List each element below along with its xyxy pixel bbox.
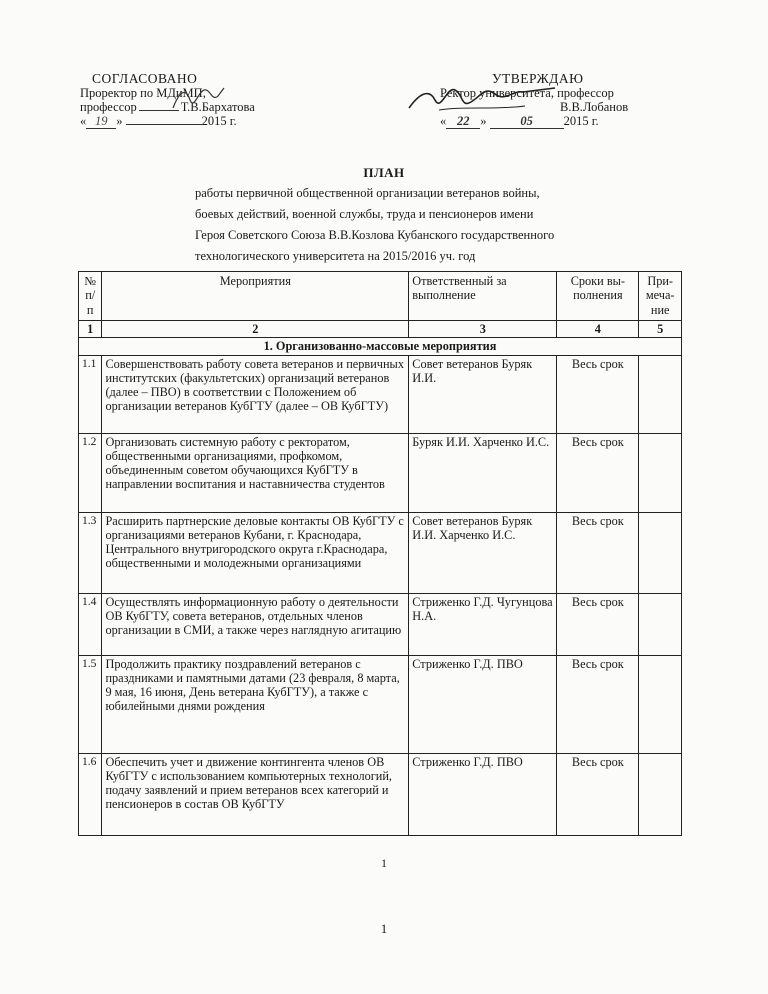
row-number: 1.2	[79, 433, 102, 512]
approval-left-day: 19	[86, 114, 116, 129]
row-number: 1.1	[79, 355, 102, 433]
approval-left-heading: СОГЛАСОВАНО	[92, 71, 198, 86]
plan-title: ПЛАН	[363, 165, 405, 180]
row-term: Весь срок	[557, 355, 639, 433]
table-row	[79, 655, 682, 753]
row-responsible: Стриженко Г.Д. Чугунцова Н.А.	[409, 593, 557, 655]
col-number: 1	[79, 321, 102, 338]
signature-left-graphic	[168, 84, 228, 114]
row-activity: Организовать системную работу с ректоратом, общественными организациями, профкомом, объединенным советом обучающихся КубГТУ в направлении воспитания и наставничества студентов	[102, 433, 409, 512]
row-note	[639, 753, 682, 835]
table-row	[79, 512, 682, 593]
row-responsible: Буряк И.И. Харченко И.С.	[409, 433, 557, 512]
approval-right-heading: УТВЕРЖДАЮ	[492, 71, 584, 86]
row-activity: Обеспечить учет и движение контингента членов ОВ КубГТУ с использованием компьютерных технологий, подачу заявлений и прием ветеранов всех категорий и пенсионеров в состав ОВ КубГТУ	[102, 753, 409, 835]
table-row	[79, 433, 682, 512]
plan-desc-line: технологического университета на 2015/2016 уч. год	[195, 249, 476, 263]
row-note	[639, 433, 682, 512]
row-responsible: Стриженко Г.Д. ПВО	[409, 655, 557, 753]
row-note	[639, 355, 682, 433]
plan-description	[195, 183, 615, 267]
plan-desc-line: работы первичной общественной организации ветеранов войны,	[195, 186, 540, 200]
approval-right-month: 05	[490, 114, 564, 129]
row-responsible: Совет ветеранов Буряк И.И.	[409, 355, 557, 433]
row-term: Весь срок	[557, 512, 639, 593]
row-activity: Совершенствовать работу совета ветеранов и первичных институтских (факультетских) организаций ветеранов (далее – ПВО) в соответствии с Положением об организации ветеранов КубГТУ (далее – ОВ КубГТУ)	[102, 355, 409, 433]
section-title: 1. Организованно-массовые мероприятия	[79, 338, 682, 355]
header-note: При-меча-ние	[639, 272, 682, 321]
row-number: 1.6	[79, 753, 102, 835]
row-term: Весь срок	[557, 433, 639, 512]
row-activity: Осуществлять информационную работу о деятельности ОВ КубГТУ, совета ветеранов, отдельных членов организации в СМИ, а также через наглядную агитацию	[102, 593, 409, 655]
section-row	[79, 338, 682, 355]
row-number: 1.5	[79, 655, 102, 753]
row-activity: Расширить партнерские деловые контакты ОВ КубГТУ с организациями ветеранов Кубани, г. Краснодара, Центрального внутригородского округа г.Краснодара, общественными и молодежными организациями	[102, 512, 409, 593]
header-activity: Мероприятия	[102, 272, 409, 321]
row-activity: Продолжить практику поздравлений ветеранов с праздниками и памятными датами (23 февраля, 8 марта, 9 мая, 16 июня, День ветерана КубГТУ), а также с юбилейными днями рождения	[102, 655, 409, 753]
plan-table	[78, 271, 682, 836]
approval-right-day: 22	[446, 114, 480, 129]
row-responsible: Стриженко Г.Д. ПВО	[409, 753, 557, 835]
table-row	[79, 753, 682, 835]
approval-right-year: 2015 г.	[563, 114, 599, 128]
plan-desc-line: Героя Советского Союза В.В.Козлова Кубанского государственного	[195, 228, 555, 242]
table-row	[79, 593, 682, 655]
approval-left-line1: Проректор по МДиМП,	[80, 86, 206, 100]
approval-left-line3: « 19 » 2015 г.	[80, 114, 237, 128]
row-number: 1.4	[79, 593, 102, 655]
table-row	[79, 355, 682, 433]
row-responsible: Совет ветеранов Буряк И.И. Харченко И.С.	[409, 512, 557, 593]
row-term: Весь срок	[557, 753, 639, 835]
row-note	[639, 512, 682, 593]
row-term: Весь срок	[557, 593, 639, 655]
row-note	[639, 655, 682, 753]
plan-desc-line: боевых действий, военной службы, труда и пенсионеров имени	[195, 207, 534, 221]
header-term: Сроки вы-полнения	[557, 272, 639, 321]
signature-right-graphic	[405, 80, 575, 118]
column-number-row	[79, 321, 682, 338]
page-number-inner: 1	[381, 856, 387, 870]
col-number: 2	[102, 321, 409, 338]
approval-left-year: 2015 г.	[201, 114, 237, 128]
col-number: 4	[557, 321, 639, 338]
approval-right-line2: В.В.Лобанов	[560, 100, 629, 114]
header-responsible: Ответственный за выполнение	[409, 272, 557, 321]
approval-right-line1: Ректор университета, профессор	[440, 86, 614, 100]
row-number: 1.3	[79, 512, 102, 593]
page-number-outer: 1	[380, 921, 388, 936]
approval-left-title: профессор	[80, 100, 137, 114]
table-header-row	[79, 272, 682, 321]
col-number: 5	[639, 321, 682, 338]
row-term: Весь срок	[557, 655, 639, 753]
header-num: № п/п	[79, 272, 102, 321]
col-number: 3	[409, 321, 557, 338]
month-line	[126, 124, 202, 125]
row-note	[639, 593, 682, 655]
approval-right-line3: « 22 » 05 2015 г.	[440, 114, 599, 128]
approval-left-name: Т.В.Бархатова	[180, 100, 255, 114]
